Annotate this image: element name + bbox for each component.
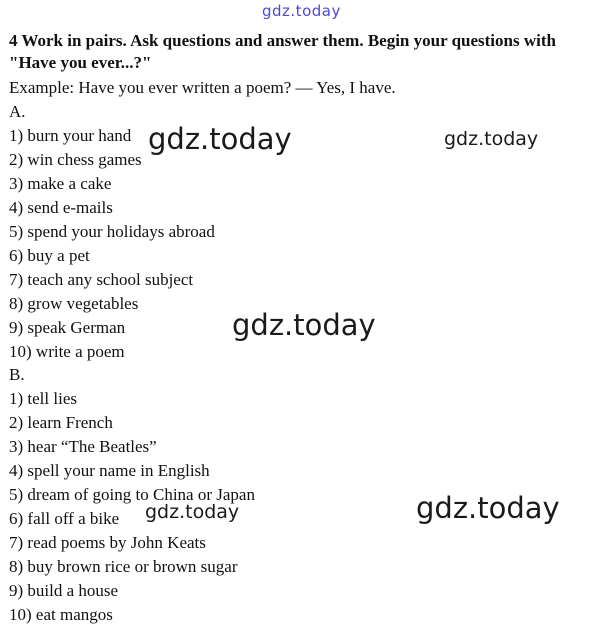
list-item: 5) spend your holidays abroad: [9, 222, 215, 241]
list-item: 3) make a cake: [9, 174, 112, 193]
list-item: 2) win chess games: [9, 150, 142, 169]
list-item: 7) teach any school subject: [9, 270, 194, 289]
list-item: 9) speak German: [9, 318, 126, 337]
watermark: gdz.today: [145, 501, 240, 523]
list-item: 10) eat mangos: [9, 605, 113, 624]
heading-line-1: 4 Work in pairs. Ask questions and answer them. Begin your questions with: [9, 31, 556, 50]
list-item: 3) hear “The Beatles”: [9, 437, 157, 456]
list-item: 5) dream of going to China or Japan: [9, 485, 255, 504]
list-item: 6) buy a pet: [9, 246, 90, 265]
list-item: 9) build a house: [9, 581, 119, 600]
watermark: gdz.today: [148, 122, 292, 156]
list-item: 10) write a poem: [9, 342, 125, 361]
list-item: 8) buy brown rice or brown sugar: [9, 557, 238, 576]
watermark: gdz.today: [444, 128, 539, 150]
exercise-heading: [9, 30, 604, 74]
list-item: 6) fall off a bike: [9, 509, 120, 528]
watermark-top: gdz.today: [262, 2, 341, 20]
heading-line-2: "Have you ever...?": [9, 53, 152, 72]
watermark: gdz.today: [416, 491, 560, 525]
list-item: 2) learn French: [9, 413, 113, 432]
section-b-label: B.: [9, 365, 25, 384]
list-item: 4) send e-mails: [9, 198, 113, 217]
list-item: 1) tell lies: [9, 389, 77, 408]
list-item: 7) read poems by John Keats: [9, 533, 206, 552]
example-text: Example: Have you ever written a poem? — Yes, I have.: [9, 78, 396, 97]
watermark: gdz.today: [232, 308, 376, 342]
list-item: 4) spell your name in English: [9, 461, 210, 480]
list-item: 1) burn your hand: [9, 126, 132, 145]
section-a-label: A.: [9, 102, 26, 121]
list-item: 8) grow vegetables: [9, 294, 139, 313]
